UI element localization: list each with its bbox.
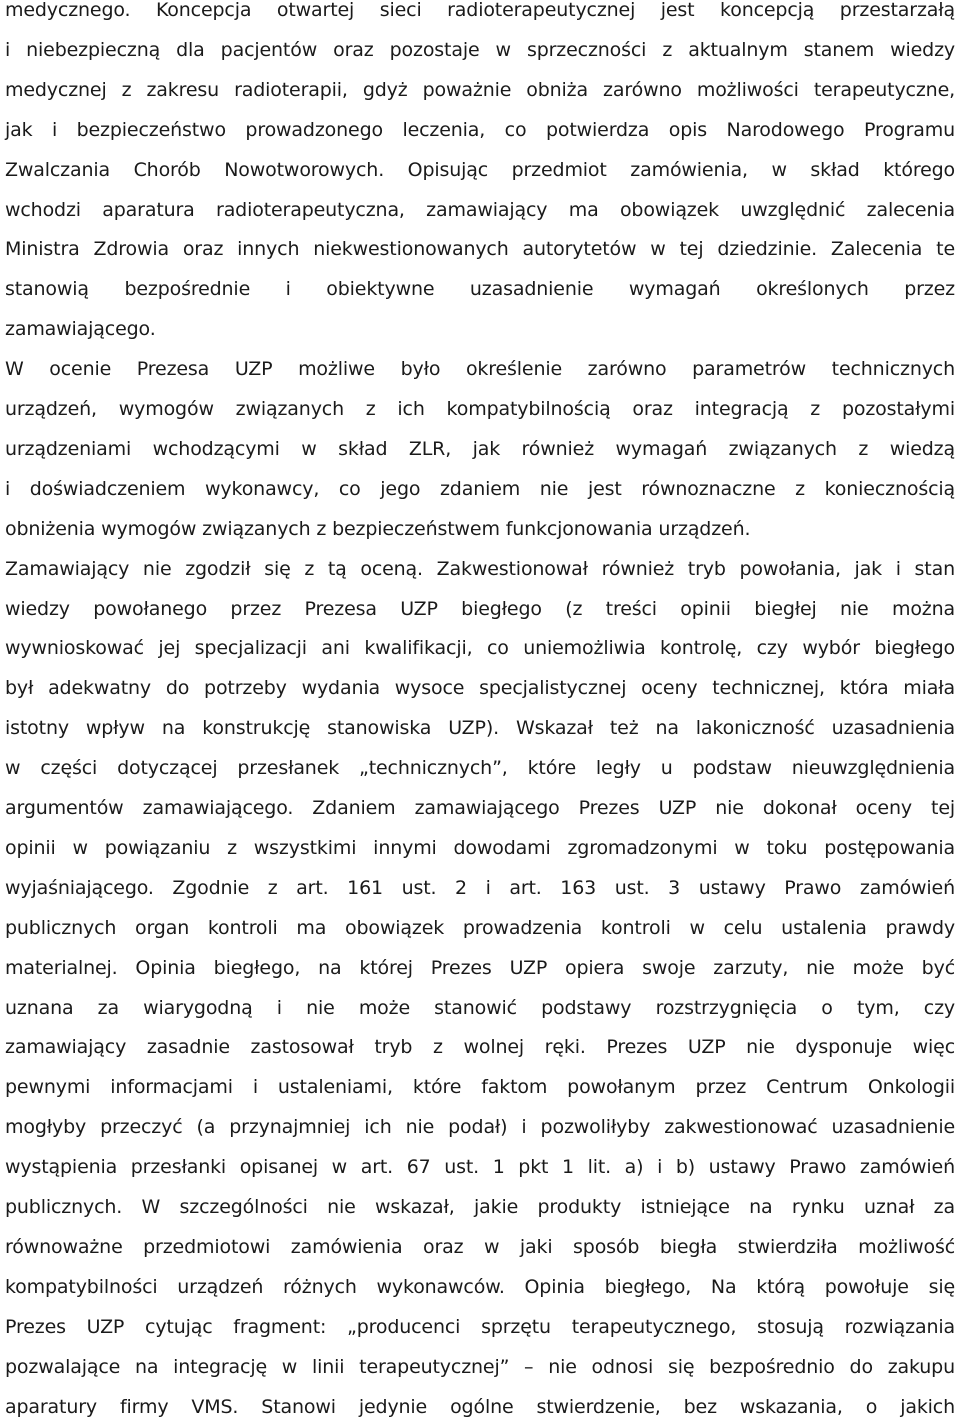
text-line: wchodzi aparatura radioterapeutyczna, zamawiający ma obowiązek uwzględnić zalecenia (5, 198, 955, 221)
text-line: kompatybilności urządzeń różnych wykonawców. Opinia biegłego, Na którą powołuje się (5, 1275, 955, 1298)
text-line: wywnioskować jej specjalizacji ani kwalifikacji, co uniemożliwia kontrolę, czy wybór biegłego (5, 637, 955, 660)
text-line: medycznego. Koncepcja otwartej sieci radioterapeutycznej jest koncepcją przestarzałą (5, 0, 955, 21)
text-line: urządzeń, wymogów związanych z ich kompatybilnością oraz integracją z pozostałymi (5, 398, 955, 420)
text-line: Ministra Zdrowia oraz innych niekwestionowanych autorytetów w tej dziedzinie. Zalecenia te (5, 238, 955, 261)
text-line: był adekwatny do potrzeby wydania wysoce specjalistycznej oceny technicznej, która miała (5, 677, 955, 700)
text-line: argumentów zamawiającego. Zdaniem zamawiającego Prezes UZP nie dokonał oceny tej (5, 797, 955, 819)
text-line: zamawiający zasadnie zastosował tryb z wolnej ręki. Prezes UZP nie dysponuje więc (5, 1036, 955, 1059)
text-line: materialnej. Opinia biegłego, na której Prezes UZP opiera swoje zarzuty, nie może być (5, 956, 955, 979)
text-line: stanowią bezpośrednie i obiektywne uzasadnienie wymagań określonych przez (5, 278, 955, 301)
text-line: pewnymi informacjami i ustaleniami, które faktom powołanym przez Centrum Onkologii (5, 1076, 955, 1099)
text-line: urządzeniami wchodzącymi w skład ZLR, jak również wymagań związanych z wiedzą (5, 437, 955, 460)
text-line: mogłyby przeczyć (a przynajmniej ich nie podał) i pozwoliłyby zakwestionować uzasadnienie (5, 1116, 955, 1139)
text-line: wyjaśniającego. Zgodnie z art. 161 ust. 2 i art. 163 ust. 3 ustawy Prawo zamówień (5, 876, 955, 899)
text-line: uznana za wiarygodną i nie może stanowić podstawy rozstrzygnięcia o tym, czy (5, 996, 955, 1019)
text-line: istotny wpływ na konstrukcję stanowiska UZP). Wskazał też na lakoniczność uzasadnienia (5, 717, 955, 740)
text-line: w części dotyczącej przesłanek „technicznych”, które legły u podstaw nieuwzględnienia (5, 757, 955, 780)
text-line: zamawiającego. (5, 318, 156, 341)
text-line: jak i bezpieczeństwo prowadzonego leczenia, co potwierdza opis Narodowego Programu (5, 118, 955, 141)
text-line: Zamawiający nie zgodził się z tą oceną. Zakwestionował również tryb powołania, jak i stan (5, 557, 955, 580)
text-line: opinii w powiązaniu z wszystkimi innymi dowodami zgromadzonymi w toku postępowania (5, 836, 955, 859)
text-line: równoważne przedmiotowi zamówienia oraz w jaki sposób biegła stwierdziła możliwość (5, 1235, 955, 1258)
text-line: obniżenia wymogów związanych z bezpieczeństwem funkcjonowania urządzeń. (5, 517, 751, 540)
text-line: Zwalczania Chorób Nowotworowych. Opisując przedmiot zamówienia, w skład którego (5, 158, 955, 181)
text-line: wystąpienia przesłanki opisanej w art. 67 ust. 1 pkt 1 lit. a) i b) ustawy Prawo zamówień (5, 1156, 955, 1179)
text-line: pozwalające na integrację w linii terapeutycznej” – nie odnosi się bezpośrednio do zakupu (5, 1355, 955, 1378)
text-line: i doświadczeniem wykonawcy, co jego zdaniem nie jest równoznaczne z koniecznością (5, 477, 955, 500)
text-line: medycznej z zakresu radioterapii, gdyż poważnie obniża zarówno możliwości terapeutyczne, (5, 78, 955, 101)
text-line: wiedzy powołanego przez Prezesa UZP biegłego (z treści opinii biegłej nie można (5, 597, 955, 620)
text-line: publicznych organ kontroli ma obowiązek prowadzenia kontroli w celu ustalenia prawdy (5, 916, 955, 939)
text-line: aparatury firmy VMS. Stanowi jedynie ogólne stwierdzenie, bez wskazania, o jakich (5, 1395, 955, 1418)
text-line: W ocenie Prezesa UZP możliwe było określenie zarówno parametrów technicznych (5, 358, 955, 381)
text-line: i niebezpieczną dla pacjentów oraz pozostaje w sprzeczności z aktualnym stanem wiedzy (5, 38, 955, 61)
text-line: Prezes UZP cytując fragment: „producenci sprzętu terapeutycznego, stosują rozwiązania (5, 1315, 955, 1338)
text-line: publicznych. W szczególności nie wskazał, jakie produkty istniejące na rynku uznał za (5, 1196, 955, 1218)
